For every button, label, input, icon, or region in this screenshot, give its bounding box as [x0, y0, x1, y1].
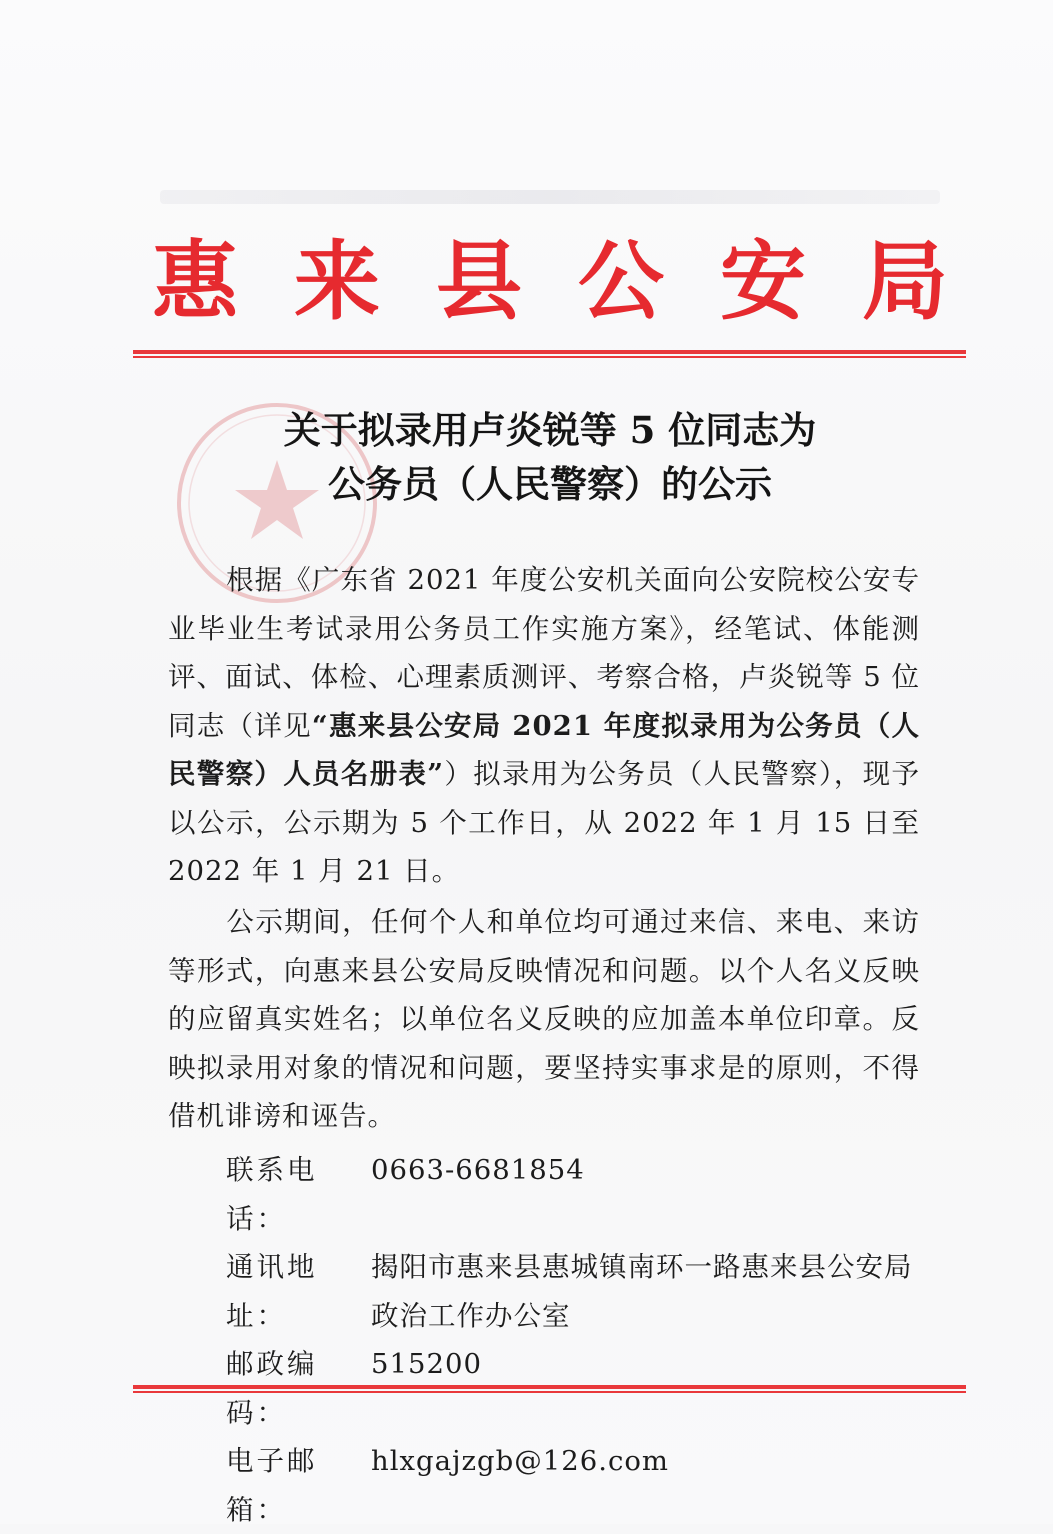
phone-value: 0663-6681854 [371, 1154, 585, 1186]
masthead-char: 县 [436, 232, 522, 332]
contact-address-row [226, 1243, 926, 1340]
footer-red-rule [133, 1385, 966, 1394]
faded-bleedthrough-text [160, 190, 940, 204]
header-red-rule [133, 350, 966, 359]
notice-title-line-2: 公务员（人民警察）的公示 [328, 462, 772, 506]
masthead-char: 安 [720, 232, 806, 332]
body-paragraph-2 [168, 898, 920, 1141]
phone-label: 联系电话： [226, 1154, 318, 1235]
paragraph-text: ）拟录用为公务员（人民警察），现予以公示，公示期为 5 个工作日，从 2022 年 1 月 15 日至 2022 年 1 月 21 日。 [168, 758, 920, 887]
notice-title-line-1: 关于拟录用卢炎锐等 5 位同志为 [283, 408, 817, 452]
contact-block [226, 1146, 926, 1534]
masthead-char: 公 [578, 232, 664, 332]
roster-reference: “惠来县公安局 2021 年度拟录用为公务员（人民警察）人员名册表” [168, 709, 920, 790]
postcode-label: 邮政编码： [226, 1348, 318, 1429]
agency-masthead [140, 232, 960, 332]
email-value: hlxgajzgb@126.com [371, 1445, 670, 1477]
email-label: 电子邮箱： [226, 1445, 318, 1526]
address-label: 通讯地址： [226, 1251, 318, 1332]
masthead-char: 局 [862, 232, 948, 332]
paragraph-text: 公示期间，任何个人和单位均可通过来信、来电、来访等形式，向惠来县公安局反映情况和问题。以个人名义反映的应留真实姓名；以单位名义反映的应加盖本单位印章。反映拟录用对象的情况和问题，要坚持实事求是的原则，不得借机诽谤和诬告。 [168, 906, 920, 1132]
postcode-value: 515200 [371, 1348, 482, 1380]
contact-phone-row [226, 1146, 926, 1243]
paragraph-text: 根据《广东省 2021 年度公安机关面向公安院校公安专业毕业生考试录用公务员工作实施方案》，经笔试、体能测评、面试、体检、心理素质测评、考察合格，卢炎锐等 5 位同志（详见 [168, 564, 920, 742]
address-value: 揭阳市惠来县惠城镇南环一路惠来县公安局政治工作办公室 [371, 1251, 913, 1332]
contact-email-row [226, 1437, 926, 1534]
masthead-char: 来 [294, 232, 380, 332]
body-paragraph-1 [168, 556, 920, 896]
masthead-char: 惠 [152, 232, 238, 332]
